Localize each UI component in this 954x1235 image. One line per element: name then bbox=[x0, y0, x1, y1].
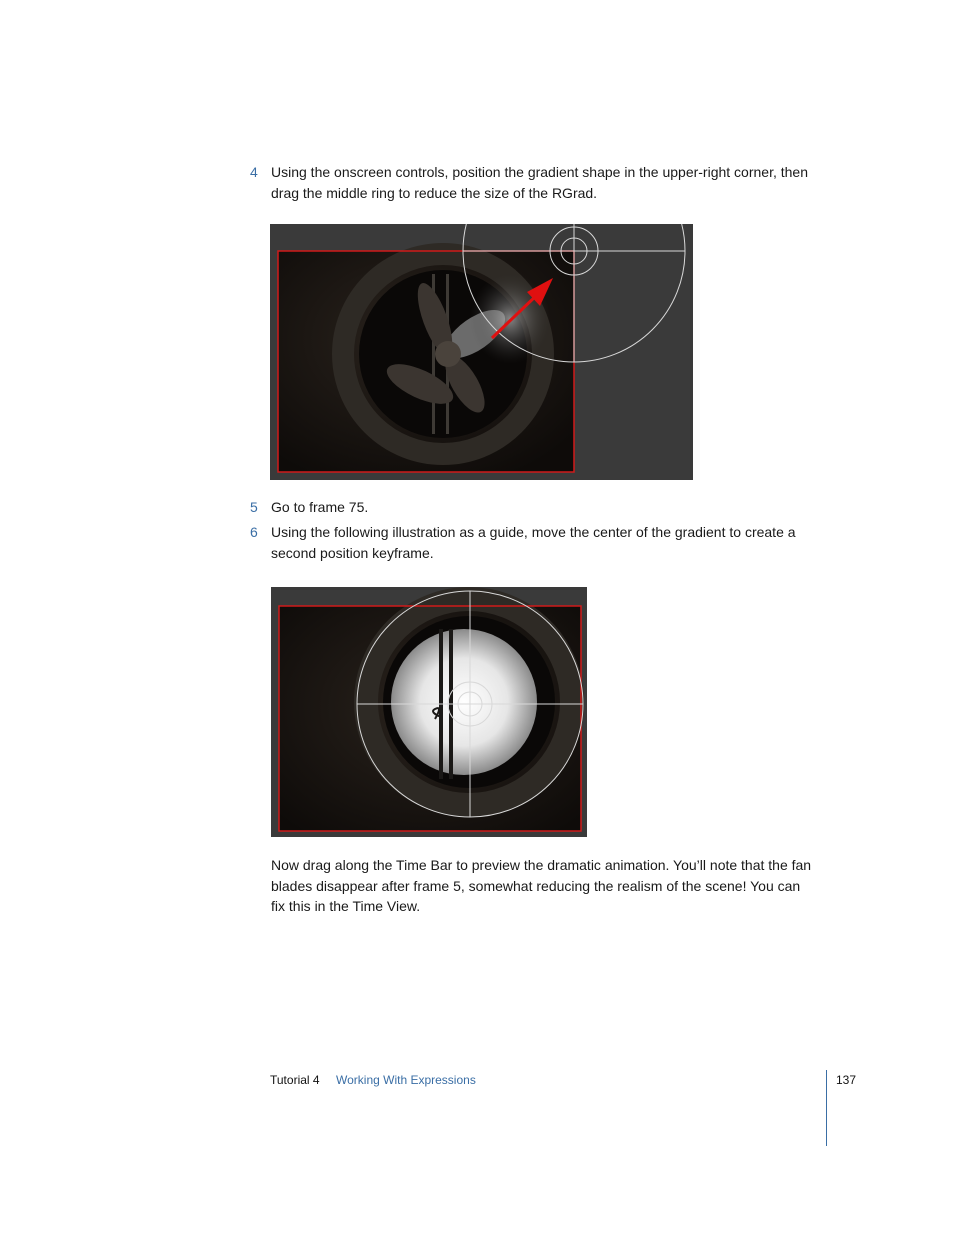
step-text: Using the onscreen controls, position the gradient shape in the upper-right corner, then drag the middle ring to reduce the size of the RGrad. bbox=[271, 164, 808, 201]
figure-gradient-center bbox=[271, 587, 587, 837]
step-number: 6 bbox=[250, 524, 258, 540]
step-number: 5 bbox=[250, 499, 258, 515]
canvas-screenshot-2 bbox=[271, 587, 587, 837]
footer-chapter-label: Tutorial 4 bbox=[270, 1073, 320, 1087]
step-text: Using the following illustration as a guide, move the center of the gradient to create a second position keyframe. bbox=[271, 524, 796, 561]
page-number: 137 bbox=[836, 1073, 857, 1087]
gradient-light bbox=[391, 629, 537, 775]
footer-divider bbox=[826, 1070, 827, 1146]
step-number: 4 bbox=[250, 164, 258, 180]
canvas-screenshot-1 bbox=[270, 224, 693, 480]
step-text: Go to frame 75. bbox=[271, 499, 369, 515]
footer-chapter-title: Working With Expressions bbox=[336, 1073, 476, 1087]
body-paragraph: Now drag along the Time Bar to preview the dramatic animation. You’ll note that the fan blades disappear after frame 5, somewhat reducing the realism of the scene! You can fix this in the Time View. bbox=[271, 857, 812, 914]
figure-gradient-upper-right bbox=[270, 224, 693, 480]
